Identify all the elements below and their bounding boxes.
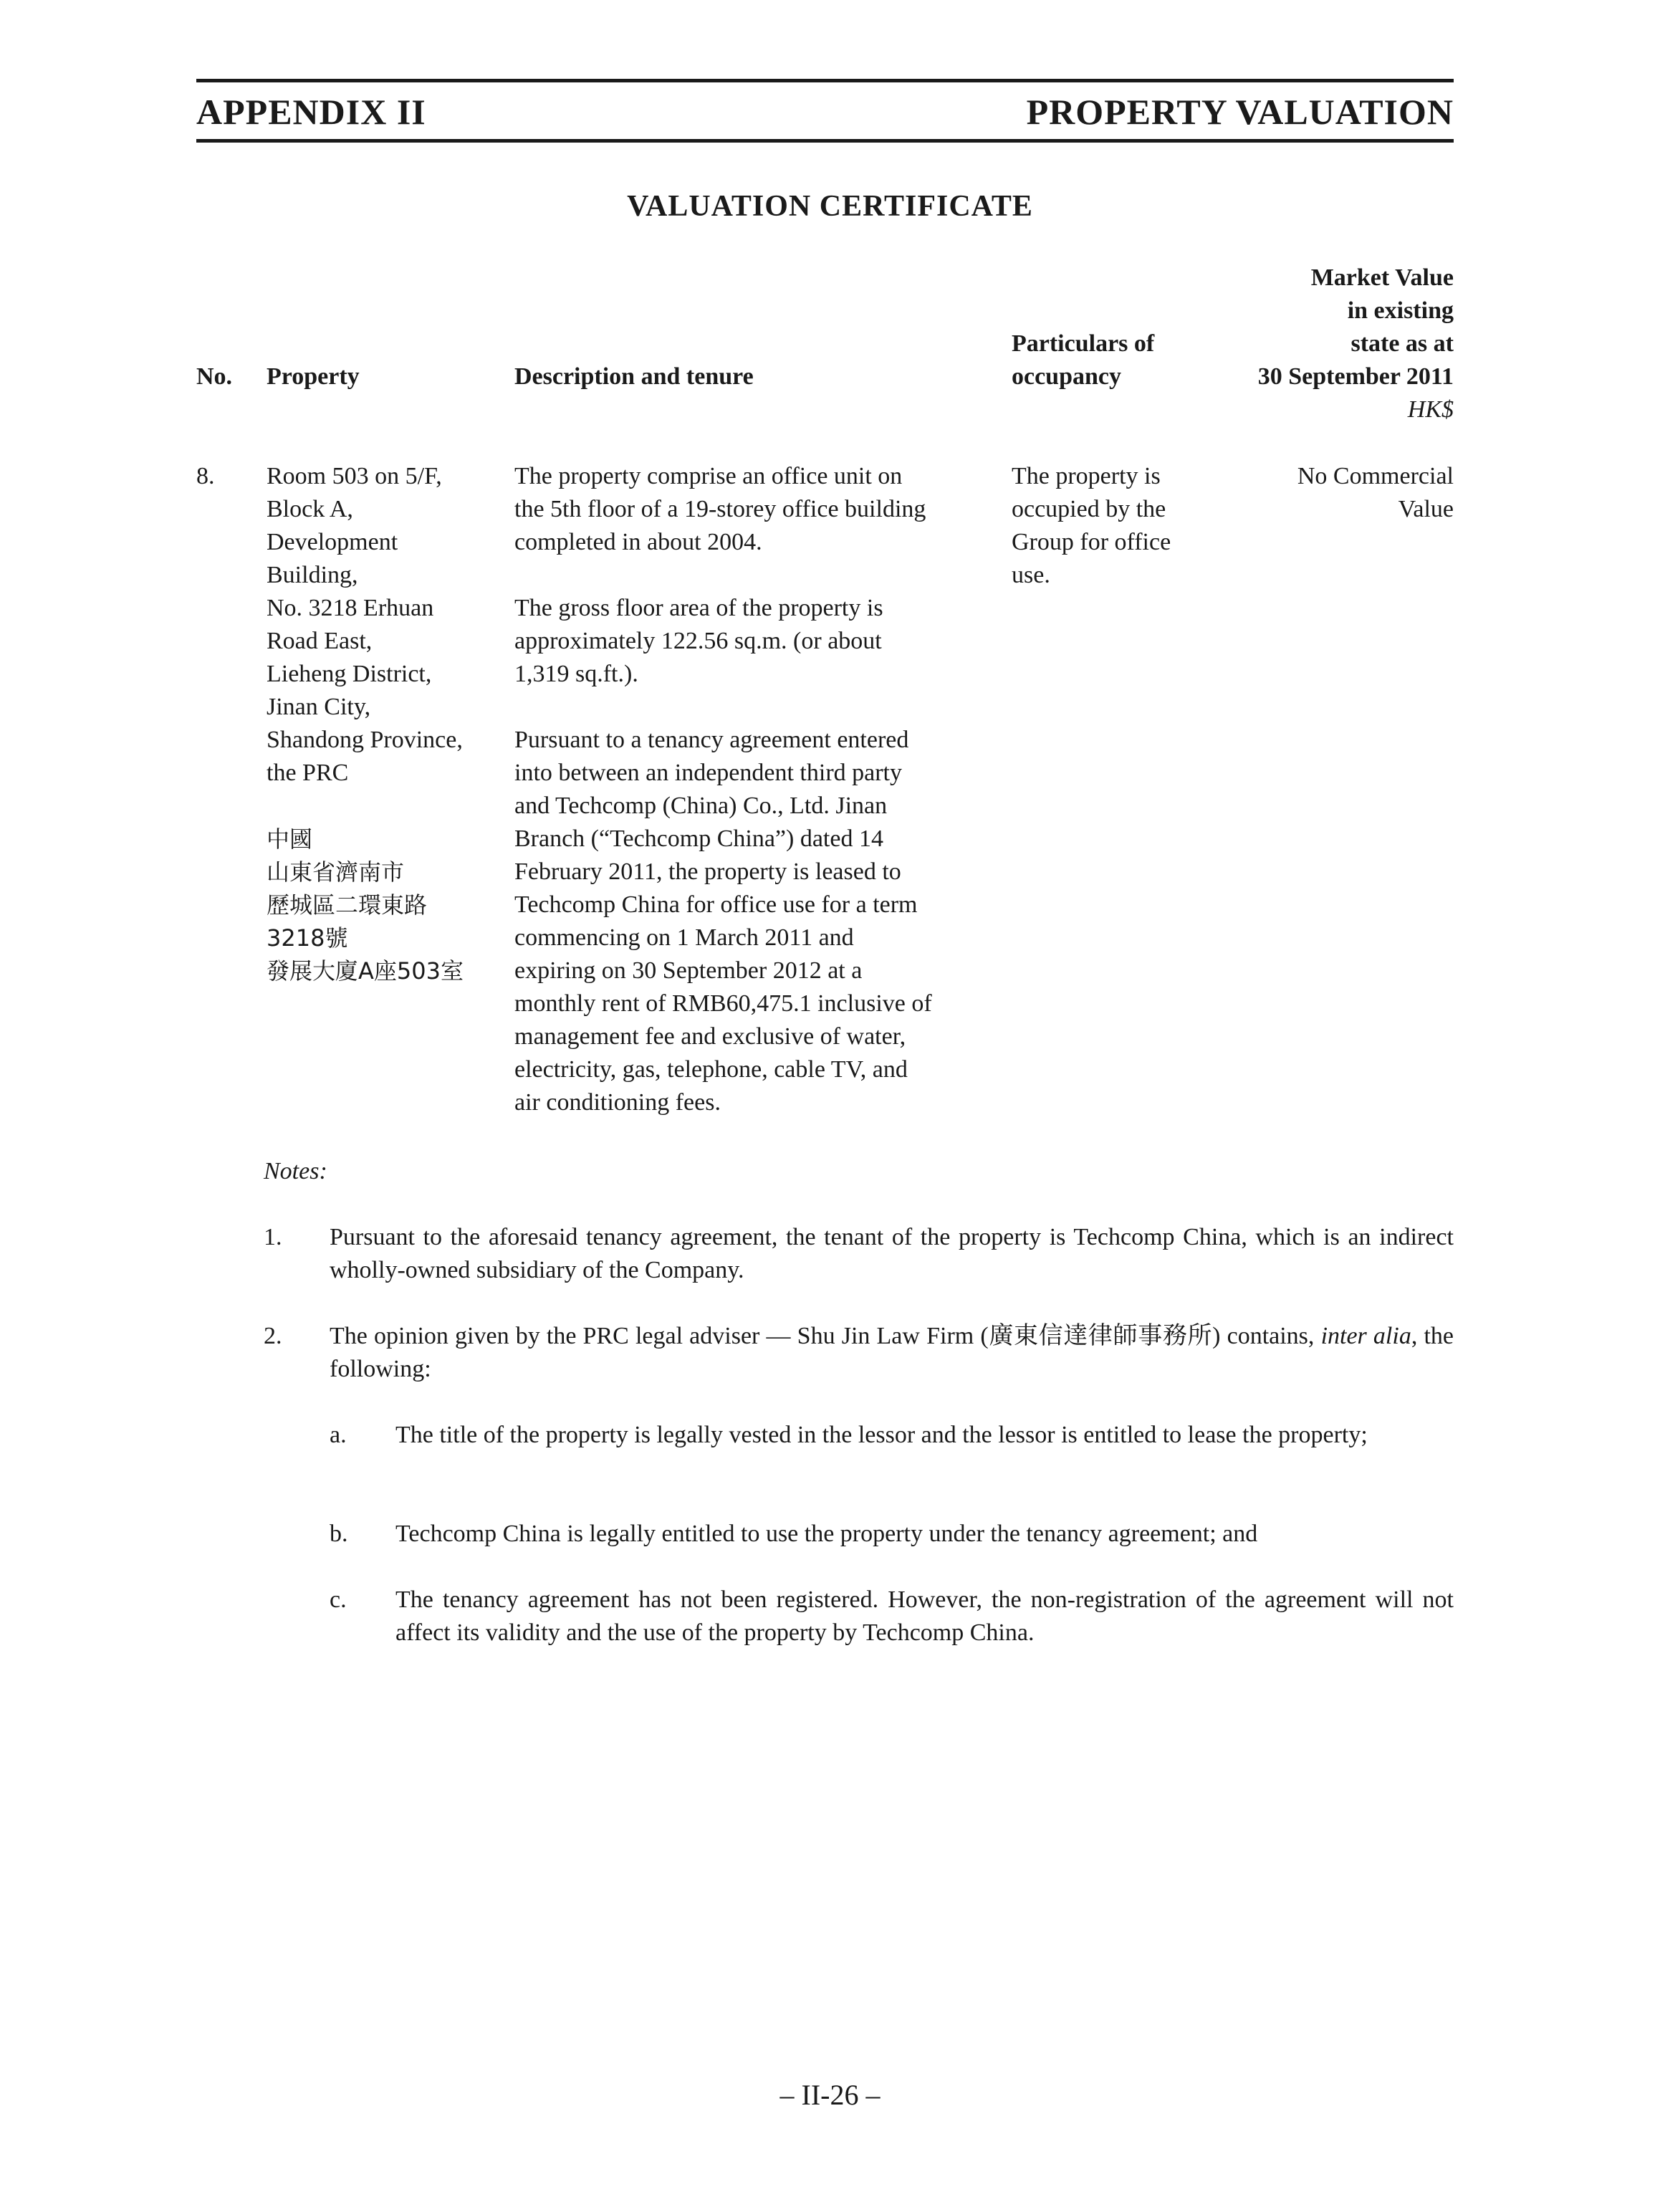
description-line: electricity, gas, telephone, cable TV, and (514, 1056, 908, 1083)
address-line-cn: 中國 (267, 825, 313, 853)
description-line: into between an independent third party (514, 760, 902, 786)
description-line: The property comprise an office unit on (514, 463, 903, 489)
description-line: approximately 122.56 sq.m. (or about (514, 628, 882, 654)
particulars-line: use. (1012, 562, 1050, 588)
sub-note-letter: b. (330, 1521, 348, 1547)
section-title: PROPERTY VALUATION (1026, 92, 1454, 132)
description-line: expiring on 30 September 2012 at a (514, 957, 863, 984)
sub-note-text: The title of the property is legally vested in the lessor and the lessor is entitled to lease the property; (395, 1422, 1368, 1448)
header-line: Market Value (1310, 264, 1454, 291)
particulars-line: The property is (1012, 463, 1161, 489)
address-line: Shandong Province, (267, 727, 463, 753)
description-line: Techcomp China for office use for a term (514, 891, 918, 918)
header-bottom-rule (196, 139, 1454, 143)
address-line: Block A, (267, 496, 353, 522)
address-line-cn: 3218號 (267, 924, 348, 952)
header-line: occupancy (1012, 363, 1121, 390)
note-text: Pursuant to the aforesaid tenancy agreement, the tenant of the property is Techcomp China, which is an indirect wholly-owned subsidiary of the Company. (330, 1224, 1454, 1283)
address-line: Development (267, 529, 398, 555)
address-line: No. 3218 Erhuan (267, 595, 434, 621)
address-line: Jinan City, (267, 694, 371, 720)
particulars-of-occupancy (1012, 460, 1219, 592)
appendix-label: APPENDIX II (196, 92, 426, 132)
note-text-part: The opinion given by the PRC legal adviser — Shu Jin Law Firm (廣東信達律師事務所) contains, (330, 1323, 1315, 1349)
description-and-tenure (514, 460, 1009, 1119)
description-line: the 5th floor of a 19-storey office building (514, 496, 926, 522)
description-line: The gross floor area of the property is (514, 595, 883, 621)
description-line: monthly rent of RMB60,475.1 inclusive of (514, 990, 932, 1017)
description-line: 1,319 sq.ft.). (514, 661, 638, 687)
description-line: management fee and exclusive of water, (514, 1023, 906, 1050)
column-header-particulars (1012, 327, 1154, 393)
header-line: in existing (1347, 297, 1454, 324)
column-header-market-value (1258, 262, 1454, 393)
value-line: No Commercial (1297, 463, 1454, 489)
row-number: 8. (196, 463, 215, 489)
description-line: commencing on 1 March 2011 and (514, 924, 854, 951)
particulars-line: occupied by the (1012, 496, 1166, 522)
sub-note-text: The tenancy agreement has not been registered. However, the non-registration of the agreement will not affect its validity and the use of the property by Techcomp China. (395, 1586, 1454, 1646)
note-number: 1. (264, 1224, 282, 1250)
property-address-chinese (267, 823, 503, 987)
address-line: the PRC (267, 760, 349, 786)
sub-note-letter: c. (330, 1586, 347, 1613)
address-line: Building, (267, 562, 358, 588)
value-line: Value (1398, 496, 1454, 522)
property-address-english (267, 460, 503, 790)
header-line: 30 September 2011 (1257, 363, 1454, 390)
column-header-description: Description and tenure (514, 363, 754, 390)
address-line-cn: 山東省濟南市 (267, 858, 405, 886)
certificate-title: VALUATION CERTIFICATE (627, 190, 1033, 223)
latin-phrase: inter alia (1320, 1323, 1411, 1349)
address-line: Road East, (267, 628, 373, 654)
column-header-property: Property (267, 363, 360, 390)
sub-note-letter: a. (330, 1422, 347, 1448)
description-line: completed in about 2004. (514, 529, 762, 555)
description-paragraph (514, 724, 1009, 1119)
description-paragraph (514, 592, 1009, 691)
currency-label: HK$ (1407, 396, 1454, 423)
market-value (1239, 460, 1454, 526)
address-line-cn: 歷城區二環東路 (267, 891, 428, 919)
address-line-cn: 發展大廈A座503室 (267, 957, 464, 985)
description-paragraph (514, 460, 1009, 559)
description-line: Pursuant to a tenancy agreement entered (514, 727, 909, 753)
address-line: Room 503 on 5/F, (267, 463, 442, 489)
note-number: 2. (264, 1323, 282, 1349)
header-top-rule (196, 79, 1454, 82)
page-number: – II-26 – (779, 2079, 881, 2111)
property-address (267, 460, 503, 987)
description-line: February 2011, the property is leased to (514, 858, 901, 885)
particulars-line: Group for office (1012, 529, 1171, 555)
description-line: and Techcomp (China) Co., Ltd. Jinan (514, 793, 888, 819)
header-line: state as at (1350, 330, 1454, 357)
note-text (330, 1320, 1454, 1386)
sub-note-text: Techcomp China is legally entitled to use the property under the tenancy agreement; and (395, 1521, 1258, 1547)
address-line: Lieheng District, (267, 661, 432, 687)
notes-heading: Notes: (264, 1158, 327, 1184)
header-line: Particulars of (1012, 330, 1155, 357)
note-text-part: , the following: (330, 1323, 1454, 1382)
description-line: air conditioning fees. (514, 1089, 721, 1116)
description-line: Branch (“Techcomp China”) dated 14 (514, 825, 883, 852)
column-header-no: No. (196, 363, 233, 390)
